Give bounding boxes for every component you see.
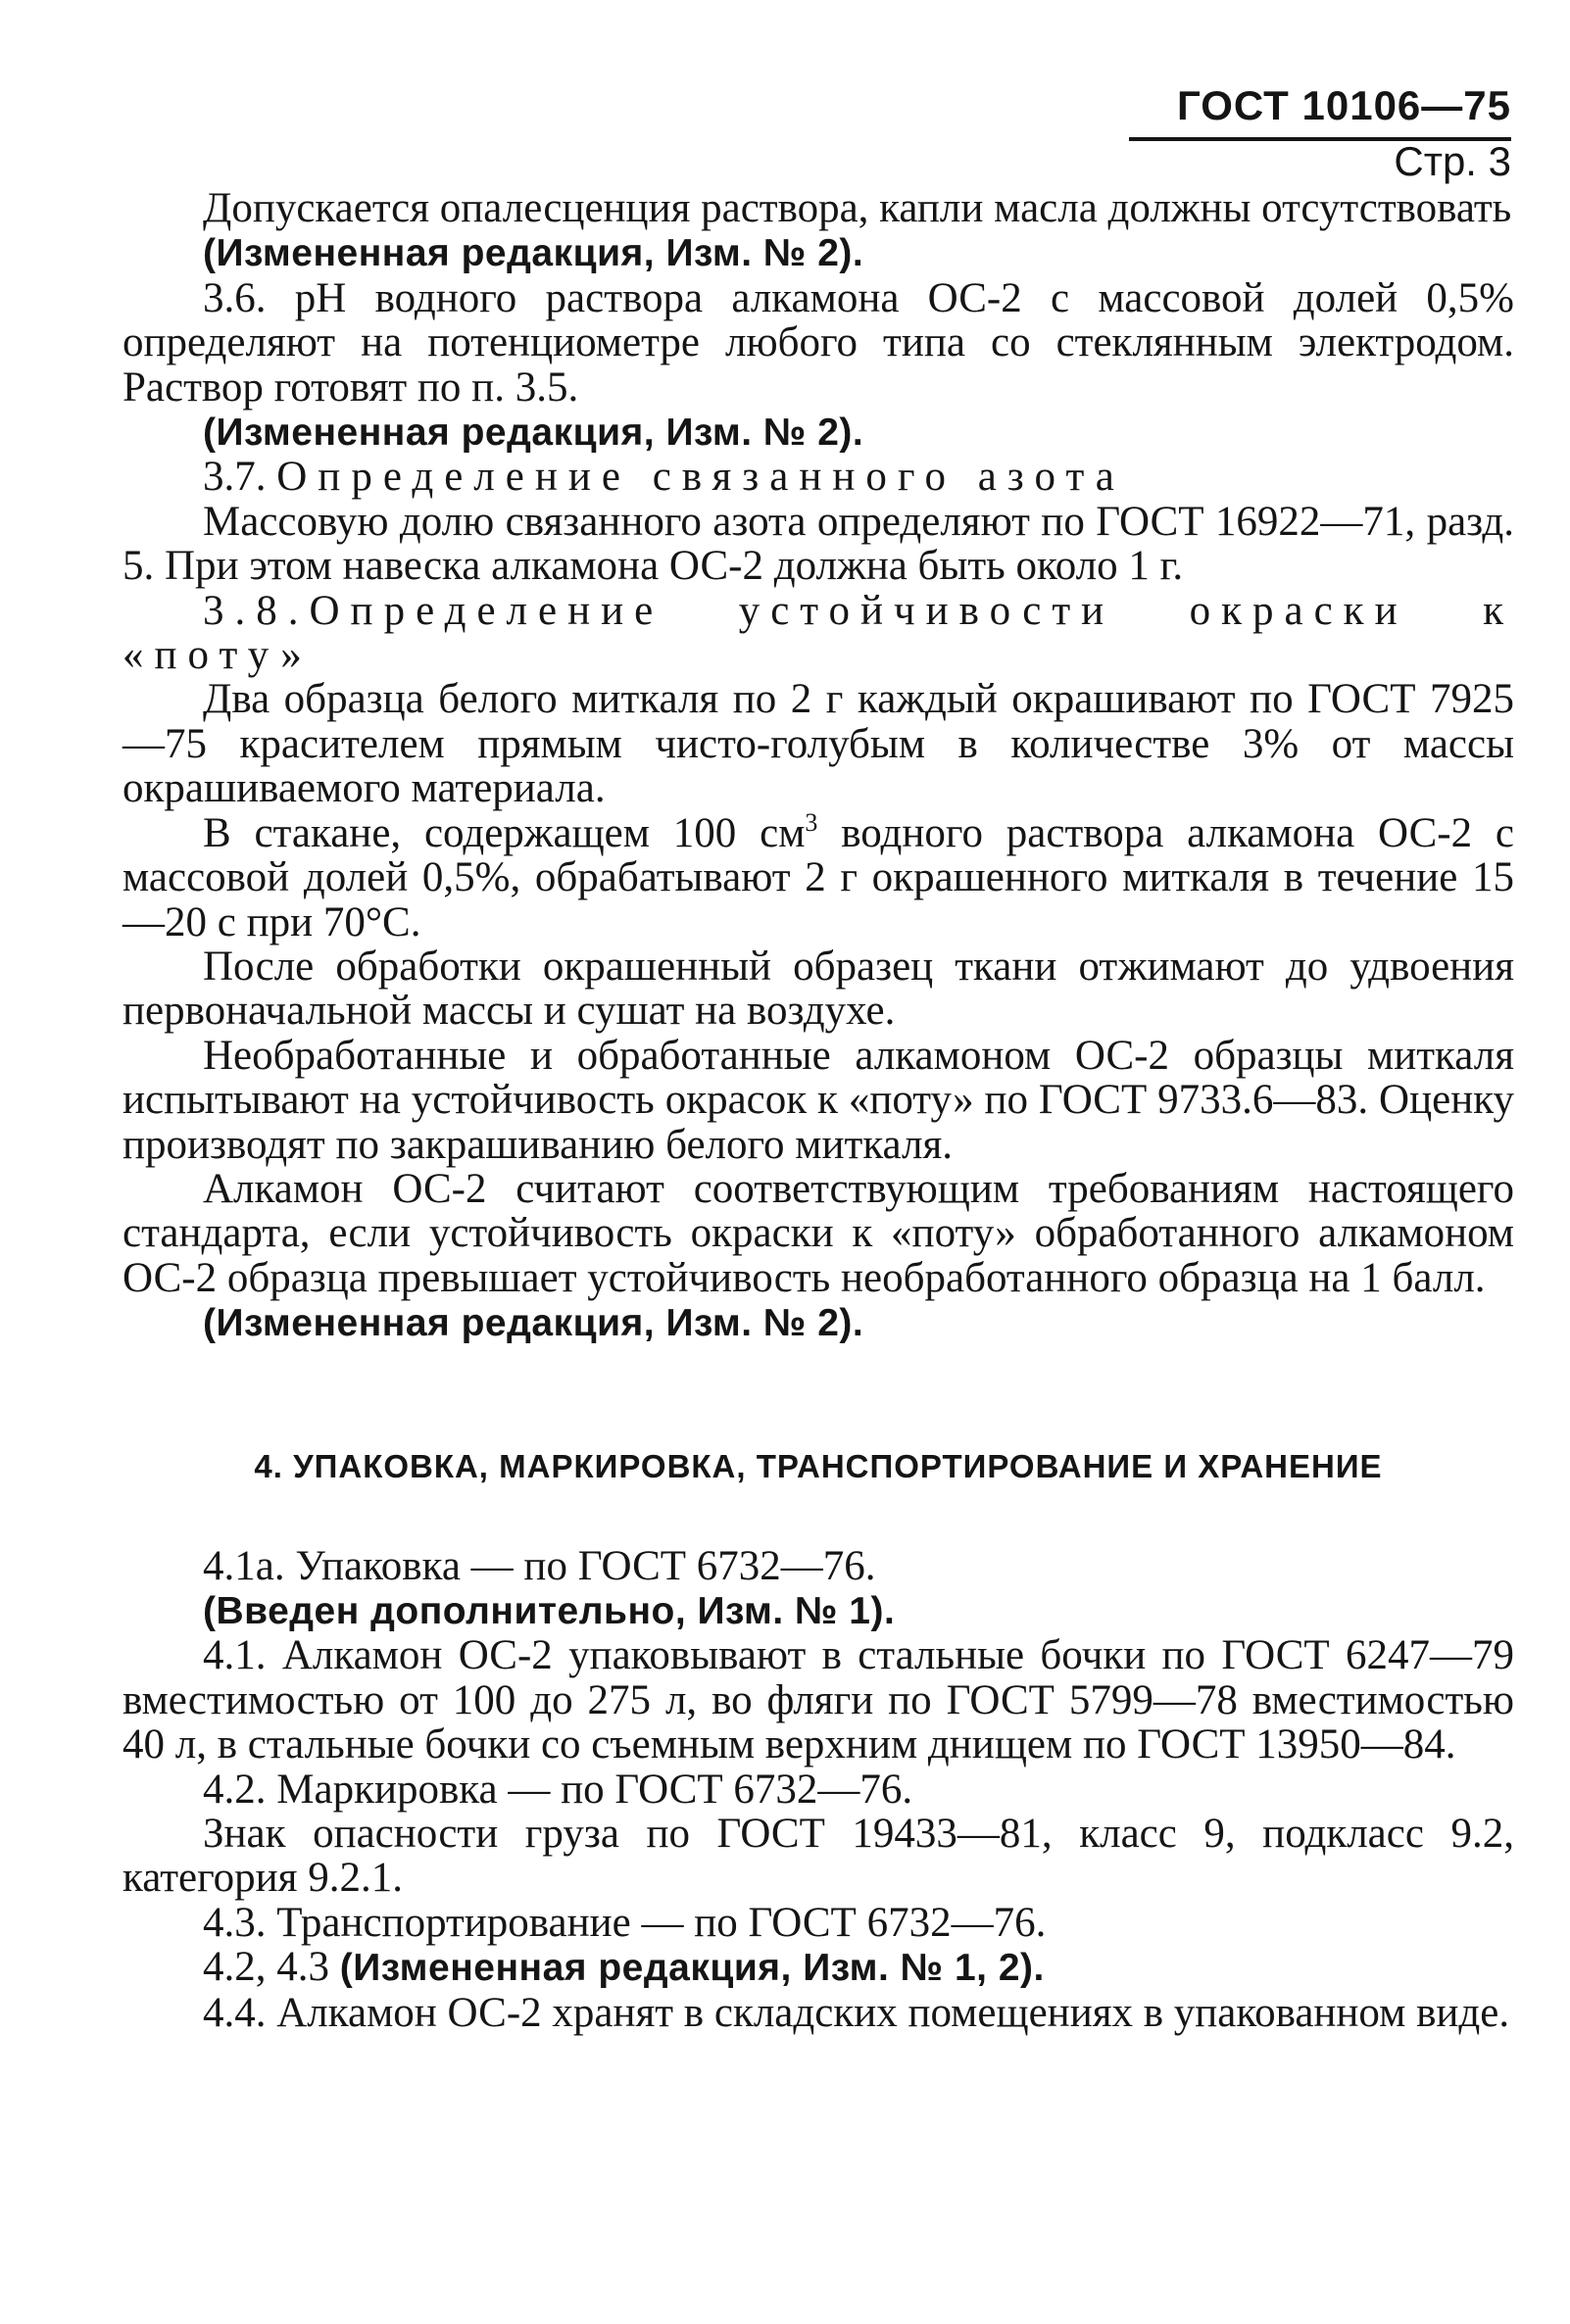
- header-rule: [1129, 137, 1511, 141]
- paragraph-opalescence: Допускается опалесценция раствора, капли масла должны отсутствовать: [203, 185, 1512, 231]
- superscript: 3: [805, 807, 818, 837]
- amendment-note: (Измененная редакция, Изм. № 2).: [203, 1302, 864, 1345]
- clause-title-word: окраски: [1189, 587, 1408, 634]
- page-number: Стр. 3: [1394, 138, 1511, 184]
- clause-3-8-samples: Два образца белого миткаля по 2 г каждый окрашивают по ГОСТ 7925—75 красителем прямым чисто-голубым в количестве 3% от массы окрашиваемого материала.: [123, 676, 1514, 812]
- page-header: [1100, 78, 1511, 190]
- clause-3-7-text: Массовую долю связанного азота определяют по ГОСТ 16922—71, разд. 5. При этом навеска алкамона ОС-2 должна быть около 1 г.: [123, 498, 1514, 590]
- clause-4-1a: 4.1а. Упаковка — по ГОСТ 6732—76.: [203, 1542, 876, 1589]
- amendment-note: (Введен дополнительно, Изм. № 1).: [203, 1589, 896, 1632]
- clause-4-3: 4.3. Транспортирование — по ГОСТ 6732—76.: [203, 1899, 1047, 1946]
- clause-4-2-hazard: Знак опасности груза по ГОСТ 19433—81, класс 9, подкласс 9.2, категория 9.2.1.: [123, 1811, 1514, 1902]
- clause-title-word: к: [1483, 587, 1514, 634]
- document-body: [123, 186, 1514, 2035]
- section-4-heading: 4. УПАКОВКА, МАРКИРОВКА, ТРАНСПОРТИРОВАНИЕ И ХРАНЕНИЕ: [254, 1447, 1383, 1484]
- amendment-note: (Измененная редакция, Изм. № 2).: [203, 232, 864, 275]
- amendment-note: 4.2, 4.3 (Измененная редакция, Изм. № 1, 2).: [203, 1944, 1045, 1991]
- clause-number: 3.7.: [203, 454, 267, 501]
- clause-title-word: устойчивости: [738, 587, 1115, 634]
- amendment-note: (Измененная редакция, Изм. № 2).: [203, 412, 864, 455]
- clause-title: Определение связанного азота: [276, 454, 1125, 501]
- clause-3-8-title-cont: «поту»: [123, 632, 313, 679]
- clause-3-8-testing: Необработанные и обработанные алкамоном ОС-2 образцы миткаля испытывают на устойчивость окрасок к «поту» по ГОСТ 9733.6—83. Оценку производят по закрашиванию белого миткаля.: [123, 1032, 1514, 1168]
- clause-4-4: 4.4. Алкамон ОС-2 хранят в складских помещениях в упакованном виде.: [203, 1989, 1510, 2036]
- standard-code: ГОСТ 10106—75: [1176, 82, 1511, 128]
- clause-3-8-treatment: В стакане, содержащем 100 $см^3$ водного раствора алкамона ОС-2 с массовой долей 0,5%, обрабатывают 2 г окрашенного миткаля в течение 15—20 с при 70°С.: [123, 807, 1514, 945]
- clause-3-8-title: [123, 589, 1514, 633]
- clause-3-8-drying: После обработки окрашенный образец ткани отжимают до удвоения первоначальной массы и сушат на воздухе.: [123, 943, 1514, 1035]
- clause-3-6: 3.6. pH водного раствора алкамона ОС-2 с массовой долей 0,5% определяют на потенциометре любого типа со стеклянным электродом. Раствор готовят по п. 3.5.: [123, 274, 1514, 411]
- clause-3-8-criteria: Алкамон ОС-2 считают соответствующим требованиям настоящего стандарта, если устойчивость окраски к «поту» обработанного алкамоном ОС-2 образца превышает устойчивость необработанного образца на 1 балл.: [123, 1165, 1514, 1301]
- clause-3-7-title: [123, 455, 1514, 499]
- clause-title-word: 3.8.Определение: [203, 587, 664, 634]
- clause-4-1: 4.1. Алкамон ОС-2 упаковывают в стальные бочки по ГОСТ 6247—79 вместимостью от 100 до 275 л, во фляги по ГОСТ 5799—78 вместимостью 40 л, в стальные бочки со съемным верхним днищем по ГОСТ 13950—84.: [123, 1632, 1514, 1768]
- clause-4-2: 4.2. Маркировка — по ГОСТ 6732—76.: [203, 1766, 913, 1813]
